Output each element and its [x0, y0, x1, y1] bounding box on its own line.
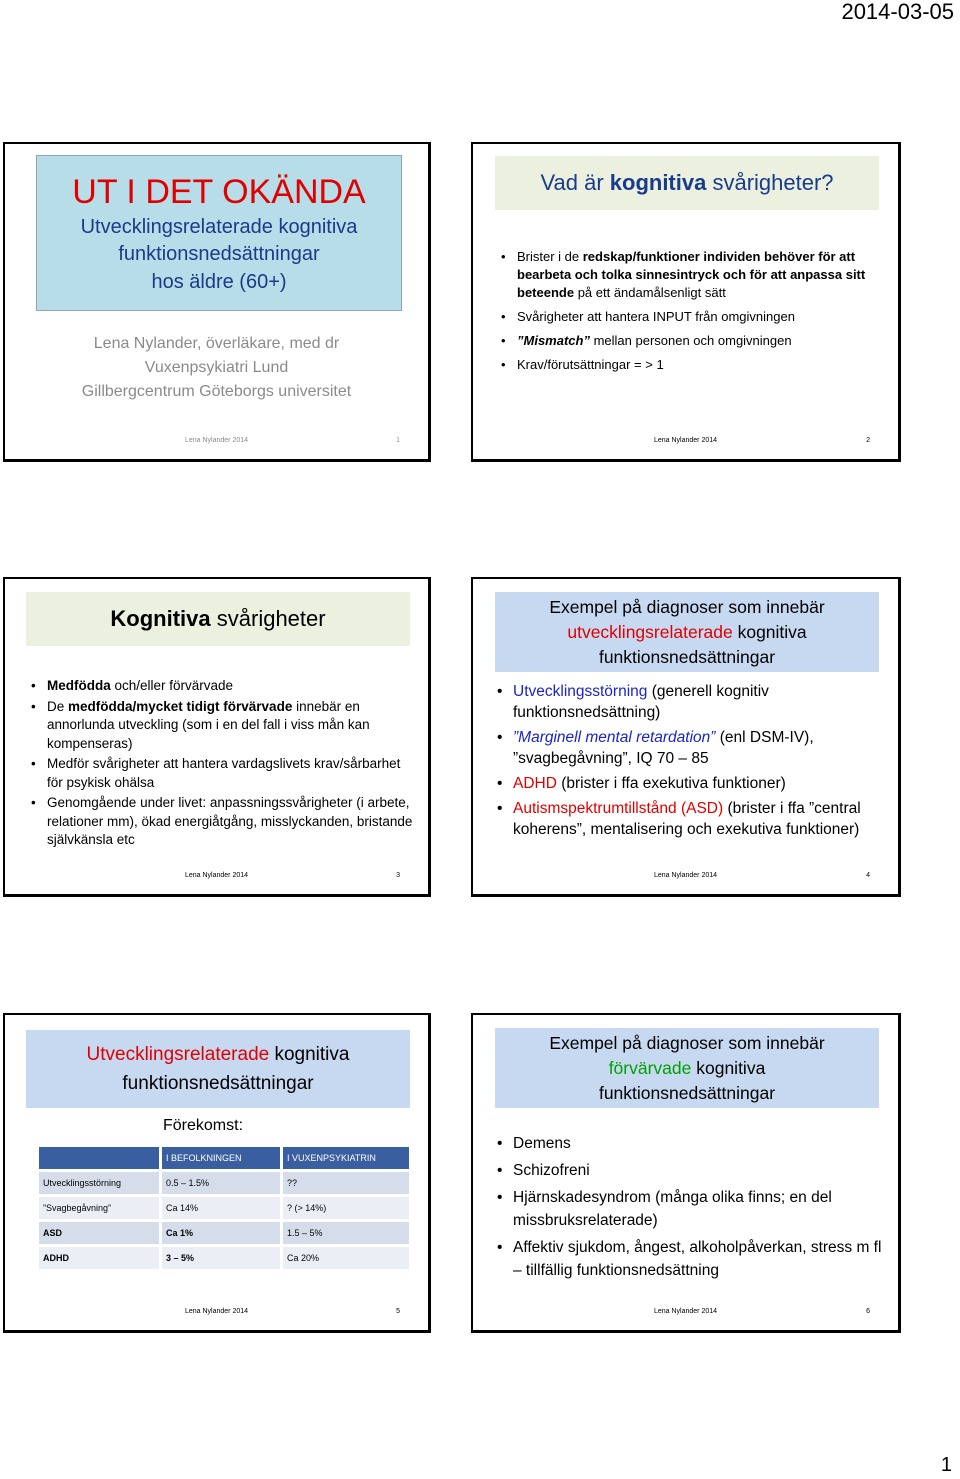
slide-6-footer-number: 6 [866, 1308, 870, 1315]
slide-4-footer [473, 872, 898, 886]
slide-5-footer [5, 1308, 428, 1322]
slide-4-bullet-1: • Utvecklingsstörning (generell kognitiv funktionsnedsättning) [497, 681, 887, 723]
slide-1-subtitle-line-1: Utvecklingsrelaterade kognitiva [80, 216, 358, 238]
slide-4 [471, 577, 901, 897]
slide-4-bullet-4: • Autismspektrumtillstånd (ASD) (brister i ffa ”central koherens”, mentalisering och exekutiva funktioner) [497, 798, 887, 840]
slide-6 [471, 1013, 901, 1333]
table-row [39, 1247, 409, 1272]
table-row [39, 1172, 409, 1197]
slide-2-bullet-2: • Svårigheter att hantera INPUT från omgivningen [501, 308, 887, 326]
slide-4-footer-number: 4 [866, 872, 870, 879]
table-cell: 3 – 5% [159, 1247, 280, 1272]
slide-3-footer-author: Lena Nylander 2014 [184, 872, 249, 879]
slide-1-author-line-3: Gillbergcentrum Göteborgs universitet [81, 383, 352, 400]
slide-6-footer [473, 1308, 898, 1322]
slide-6-bullets [497, 1132, 887, 1282]
slide-1-title-box [36, 155, 402, 311]
slide-1-subtitle-line-3: hos äldre (60+) [151, 271, 287, 293]
slide-1-author-block [25, 332, 408, 404]
slide-1-footer [5, 437, 428, 451]
slide-6-title-line-3: funktionsnedsättningar [598, 1083, 776, 1103]
slide-3-bullet-3: • Medför svårigheter att hantera vardagslivets krav/sårbarhet för psykisk ohälsa [31, 755, 413, 792]
slide-4-title-line-2: utvecklingsrelaterade kognitiva [567, 622, 807, 642]
slide-1-footer-author: Lena Nylander 2014 [184, 437, 249, 444]
table-cell: Utvecklingsstörning [39, 1172, 159, 1197]
slide-6-title-line-2: förvärvade kognitiva [608, 1058, 766, 1078]
slide-2-title-b: kognitiva [609, 170, 707, 195]
slide-4-footer-author: Lena Nylander 2014 [653, 872, 718, 879]
slide-1-footer-number: 1 [396, 437, 400, 444]
slide-5-title-box [26, 1030, 410, 1108]
slide-2-bullet-1: • Brister i de redskap/funktioner individen behöver för att bearbeta och tolka sinnesintryck och för att anpassa sitt beteende på ett ändamålsenligt sätt [501, 248, 887, 302]
table-cell: 1.5 – 5% [280, 1222, 409, 1247]
slide-1-author-line-2: Vuxenpsykiatri Lund [144, 359, 289, 376]
slide-2-footer-number: 2 [866, 437, 870, 444]
slide-3-bullet-1: • Medfödda och/eller förvärvade [31, 677, 413, 696]
slide-2-title-box [495, 156, 879, 210]
slide-2-footer [473, 437, 898, 451]
slide-4-bullet-3: • ADHD (brister i ffa exekutiva funktioner) [497, 773, 887, 794]
table-cell: Ca 20% [280, 1247, 409, 1272]
table-cell: ASD [39, 1222, 159, 1247]
header-date: 2014-03-05 [841, 0, 954, 24]
slide-6-title-line-1: Exempel på diagnoser som innebär [549, 1033, 825, 1053]
page-number: 1 [940, 1454, 952, 1476]
slide-6-title-box [495, 1028, 879, 1108]
slide-2-bullet-4: • Krav/förutsättningar = > 1 [501, 356, 887, 374]
slide-5-forekomst-label: Förekomst: [163, 1117, 244, 1134]
slide-3 [3, 577, 431, 897]
slide-3-bullets [31, 677, 413, 850]
slide-3-bullet-2: • De medfödda/mycket tidigt förvärvade innebär en annorlunda utveckling (som i en del fall i viss mån kan kompenseras) [31, 698, 413, 754]
table-cell: ADHD [39, 1247, 159, 1272]
table-cell: 0.5 – 1.5% [159, 1172, 280, 1197]
table-header-cell: I VUXENPSYKIATRIN [280, 1147, 409, 1172]
table-cell: Ca 1% [159, 1222, 280, 1247]
slide-4-bullets [497, 681, 887, 840]
table-cell: ?? [280, 1172, 409, 1197]
table-row [39, 1197, 409, 1222]
slide-5-title-line-2: funktionsnedsättningar [122, 1073, 314, 1094]
slide-6-bullet-3: • Hjärnskadesyndrom (många olika finns; en del missbruksrelaterade) [497, 1186, 887, 1232]
slide-2-title-a: Vad är [540, 170, 610, 195]
slide-2-bullet-3: • ”Mismatch” mellan personen och omgivningen [501, 332, 887, 350]
slide-3-title-bold: Kognitiva [110, 606, 211, 631]
slide-6-bullet-2: • Schizofreni [497, 1159, 887, 1182]
slide-5-footer-number: 5 [396, 1308, 400, 1315]
slide-1-title: UT I DET OKÄNDA [72, 173, 366, 211]
table-cell: ”Svagbegåvning” [39, 1197, 159, 1222]
slide-5 [3, 1013, 431, 1333]
slide-1 [3, 142, 431, 462]
slide-2-title-c: svårigheter? [706, 170, 834, 195]
slide-6-footer-author: Lena Nylander 2014 [653, 1308, 718, 1315]
slide-2 [471, 142, 901, 462]
slide-4-bullet-2: • ”Marginell mental retardation” (enl DSM-IV), ”svagbegåvning”, IQ 70 – 85 [497, 727, 887, 769]
slide-2-footer-author: Lena Nylander 2014 [653, 437, 718, 444]
slide-2-bullets [501, 248, 887, 374]
slide-3-footer [5, 872, 428, 886]
table-row [39, 1222, 409, 1247]
slide-4-title-line-1: Exempel på diagnoser som innebär [549, 597, 825, 617]
table-header-row [39, 1147, 409, 1172]
slide-3-bullet-4: • Genomgående under livet: anpassningssvårigheter (i arbete, relationer mm), ökad energiåtgång, misslyckanden, bristande självkänsla etc [31, 794, 413, 850]
slide-6-bullet-1: • Demens [497, 1132, 887, 1155]
slide-5-title-line-1: Utvecklingsrelaterade kognitiva [86, 1044, 350, 1065]
table-header-cell: I BEFOLKNINGEN [159, 1147, 280, 1172]
slide-1-subtitle-line-2: funktionsnedsättningar [118, 243, 320, 265]
table-header-cell [39, 1147, 159, 1172]
slide-4-title-line-3: funktionsnedsättningar [598, 647, 776, 667]
slide-4-title-box [495, 592, 879, 672]
slide-5-footer-author: Lena Nylander 2014 [184, 1308, 249, 1315]
slide-5-table [39, 1147, 409, 1272]
slide-1-author-line-1: Lena Nylander, överläkare, med dr [93, 335, 340, 352]
table-cell: Ca 14% [159, 1197, 280, 1222]
slide-3-title-rest: svårigheter [210, 606, 326, 631]
slide-3-title-box [26, 592, 410, 646]
slide-6-bullet-4: • Affektiv sjukdom, ångest, alkoholpåverkan, stress m fl – tillfällig funktionsnedsättning [497, 1236, 887, 1282]
slide-3-footer-number: 3 [396, 872, 400, 879]
table-cell: ? (> 14%) [280, 1197, 409, 1222]
